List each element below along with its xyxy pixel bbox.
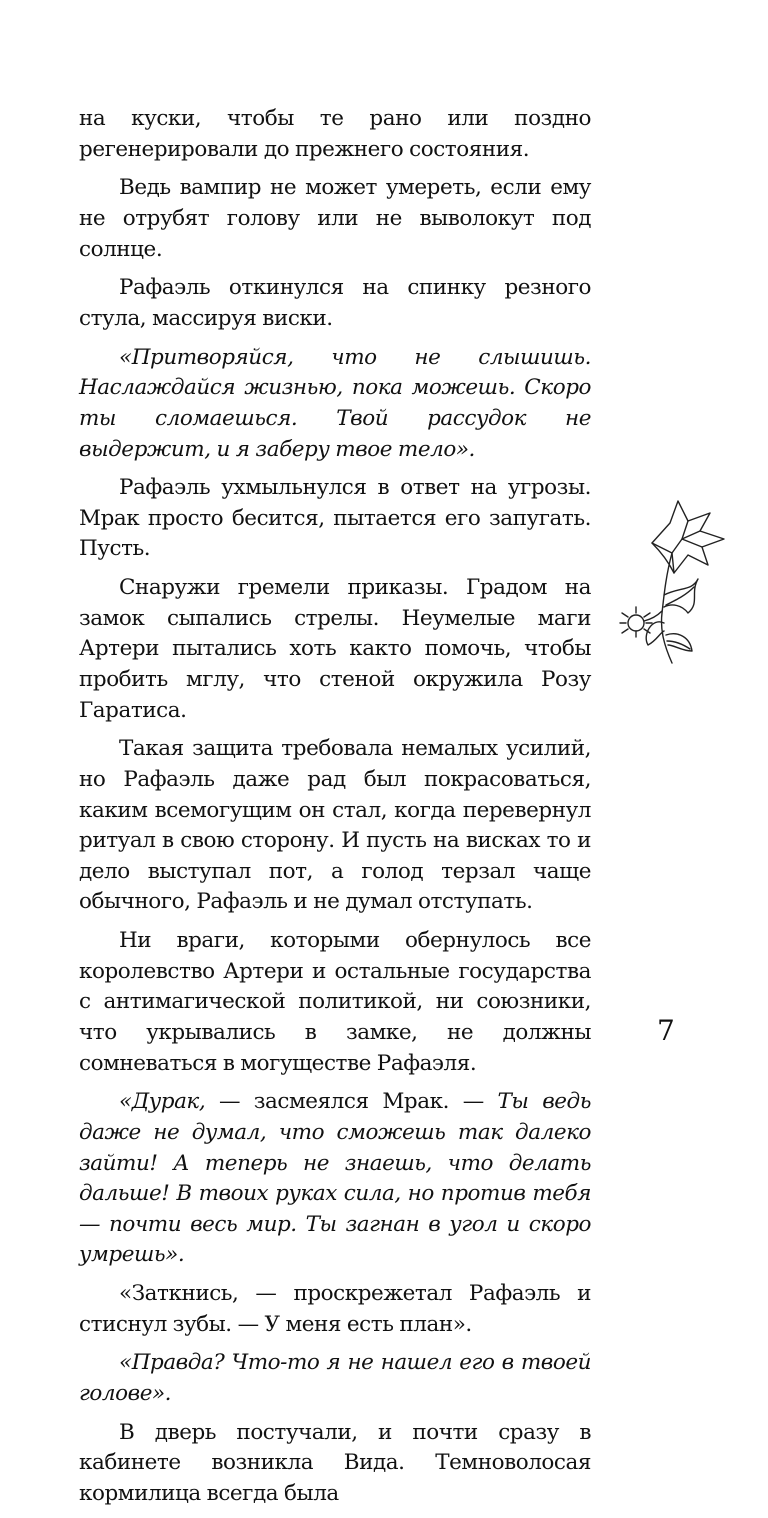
flower-sketch-icon	[612, 495, 742, 670]
paragraph-9-mixed	[79, 1087, 591, 1271]
italic-speech-2: Ты ведь даже не думал, что сможешь так далеко зайти! А теперь не знаешь, что делать дальше! В твоих руках сила, но против тебя — почти весь мир. Ты загнан в угол и скоро умрешь».	[79, 1089, 591, 1268]
italic-speech-1: «Дурак,	[119, 1089, 206, 1115]
page-number: 7	[657, 1014, 675, 1047]
paragraph-8: Ни враги, которыми обернулось все королевство Артери и остальные государства с антимагической политикой, ни союзники, что укрывались в замке, не должны сомневаться в могуществе Рафаэля.	[79, 928, 591, 1076]
paragraph-10: «Заткнись, — проскрежетал Рафаэль и стиснул зубы. — У меня есть план».	[79, 1281, 591, 1337]
narration: — засмеялся Мрак. —	[205, 1089, 498, 1115]
paragraph-3: Рафаэль откинулся на спинку резного стула, массируя виски.	[79, 275, 591, 331]
body-text	[79, 104, 591, 1518]
paragraph-6: Снаружи гремели приказы. Градом на замок сыпались стрелы. Неумелые маги Артери пытались хоть както помочь, чтобы пробить мглу, что стеной окружила Розу Гаратиса.	[79, 575, 591, 723]
paragraph-12: В дверь постучали, и почти сразу в кабинете возникла Вида. Темноволосая кормилица всегда была	[79, 1419, 591, 1506]
paragraph-5: Рафаэль ухмыльнулся в ответ на угрозы. Мрак просто бесится, пытается его запугать. Пусть.	[79, 475, 591, 562]
paragraph-11-italic-voice: «Правда? Что-то я не нашел его в твоей голове».	[79, 1350, 591, 1407]
paragraph-1: на куски, чтобы те рано или поздно регенерировали до прежнего состояния.	[79, 106, 591, 162]
paragraph-7: Такая защита требовала немалых усилий, но Рафаэль даже рад был покрасоваться, каким всемогущим он стал, когда перевернул ритуал в свою сторону. И пусть на висках то и дело выступал пот, а голод терзал чаще обычного, Рафаэль и не думал отступать.	[79, 736, 591, 915]
paragraph-2: Ведь вампир не может умереть, если ему не отрубят голову или не выволокут под солнце.	[79, 175, 591, 262]
paragraph-4-italic-voice: «Притворяйся, что не слышишь. Наслаждайся жизнью, пока можешь. Скоро ты сломаешься. Твой рассудок не выдержит, и я заберу твое тело».	[79, 344, 591, 462]
